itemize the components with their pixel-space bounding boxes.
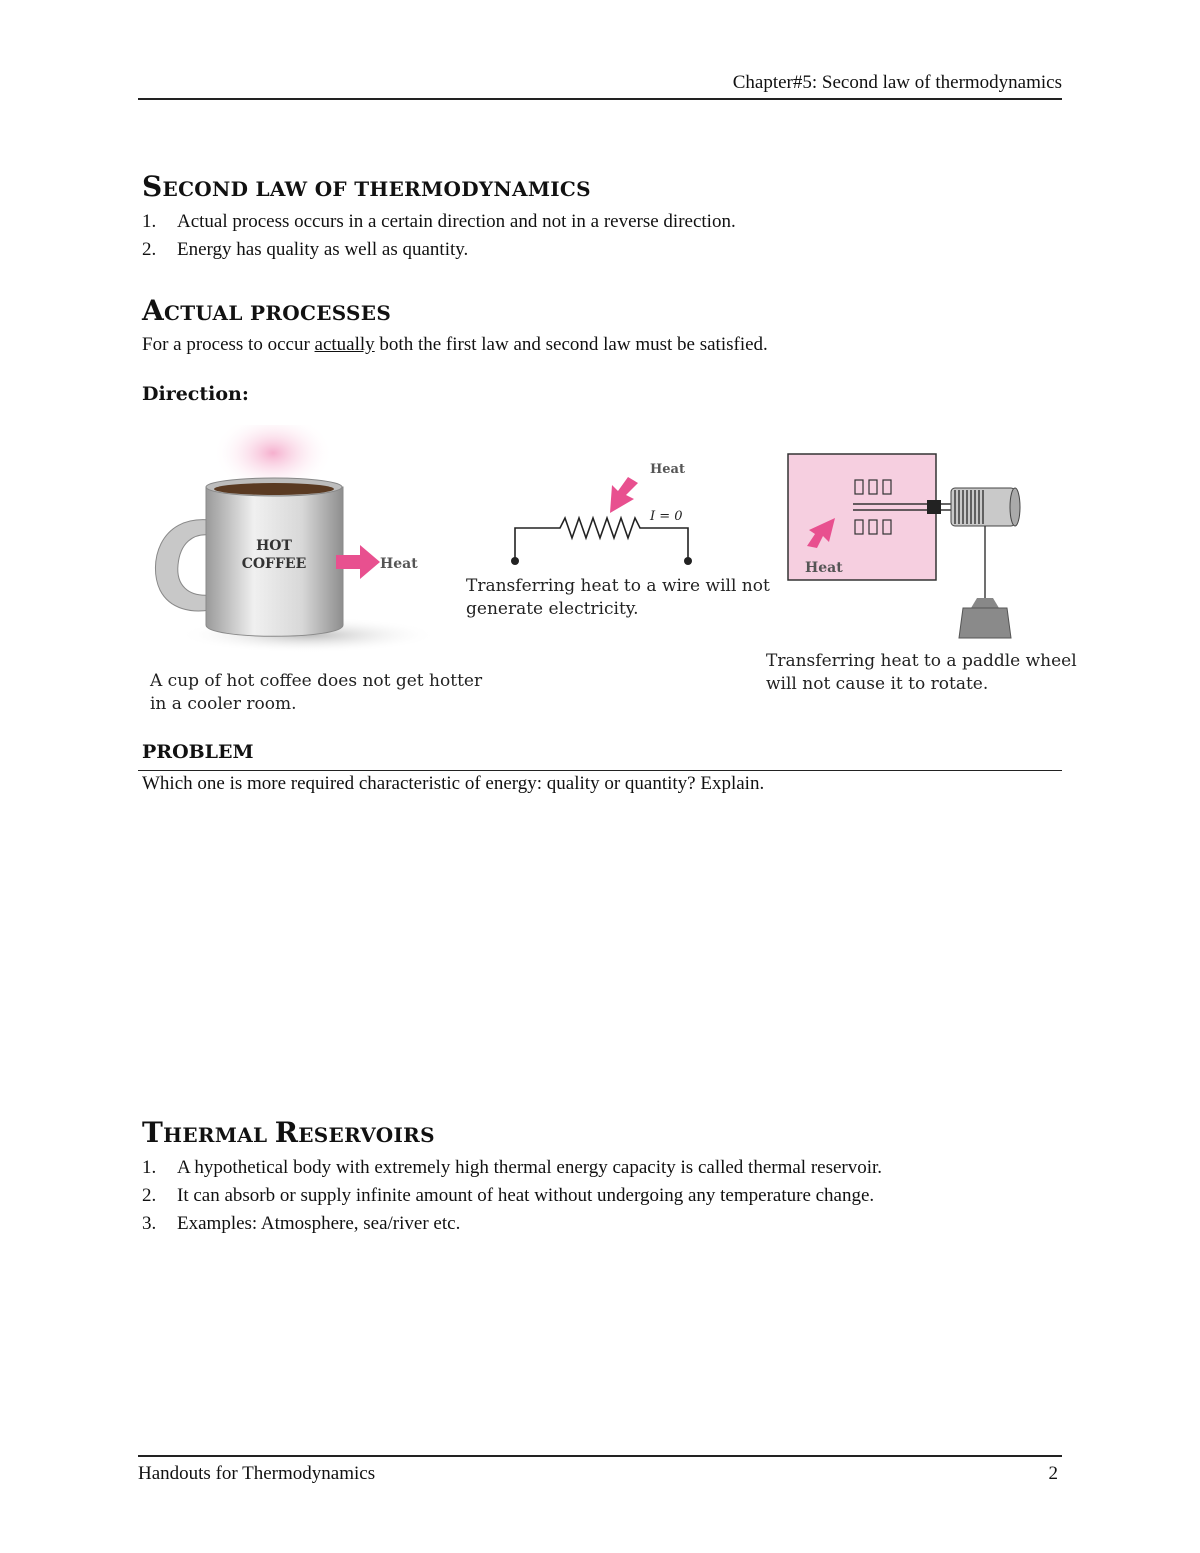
coffee-heat-label: Heat (380, 556, 418, 572)
page-footer (138, 1455, 1062, 1485)
list-item: 3. Examples: Atmosphere, sea/river etc. (142, 1213, 461, 1234)
coffee-caption: A cup of hot coffee does not get hotter in a cooler room. (150, 671, 483, 714)
chapter-title: Chapter#5: Second law of thermodynamics (732, 72, 1062, 93)
problem-question: Which one is more required characteristic of energy: quality or quantity? Explain. (142, 773, 765, 794)
list-item: 2. Energy has quality as well as quantity. (142, 239, 469, 260)
coffee-cup-figure (148, 425, 468, 665)
wire-figure (500, 455, 720, 575)
wire-caption: Transferring heat to a wire will not generate electricity. (466, 576, 770, 619)
paddle-caption: Transferring heat to a paddle wheel will not cause it to rotate. (766, 651, 1077, 694)
actual-processes-heading: ACTUAL PROCESSES (142, 294, 392, 327)
heat-arrow-icon (610, 477, 638, 513)
hot-label: HOT (256, 538, 292, 554)
page-header (138, 72, 1062, 100)
problem-heading: PROBLEM (142, 741, 254, 763)
list-item: 1. Actual process occurs in a certain direction and not in a reverse direction. (142, 211, 736, 232)
list-item: 1. A hypothetical body with extremely high thermal energy capacity is called thermal reservoir. (142, 1157, 883, 1178)
current-label: I = 0 (650, 509, 683, 524)
page-number: 2 (1048, 1463, 1058, 1484)
thermal-reservoirs-heading: THERMAL RESERVOIRS (142, 1116, 435, 1149)
paddle-wheel-figure (785, 450, 1055, 645)
problem-divider (138, 770, 1062, 771)
paddle-heat-label: Heat (805, 560, 843, 576)
direction-label: Direction: (142, 383, 249, 405)
thermal-reservoirs-list (142, 1154, 882, 1238)
second-law-heading: SECOND LAW OF THERMODYNAMICS (142, 170, 591, 203)
footer-title: Handouts for Thermodynamics (138, 1463, 376, 1484)
second-law-list (142, 208, 736, 264)
list-item: 2. It can absorb or supply infinite amount of heat without undergoing any temperature change. (142, 1185, 875, 1206)
coffee-label: COFFEE (241, 556, 307, 572)
actual-processes-paragraph: For a process to occur actually both the first law and second law must be satisfied. (142, 334, 768, 355)
wire-heat-label: Heat (650, 462, 685, 477)
